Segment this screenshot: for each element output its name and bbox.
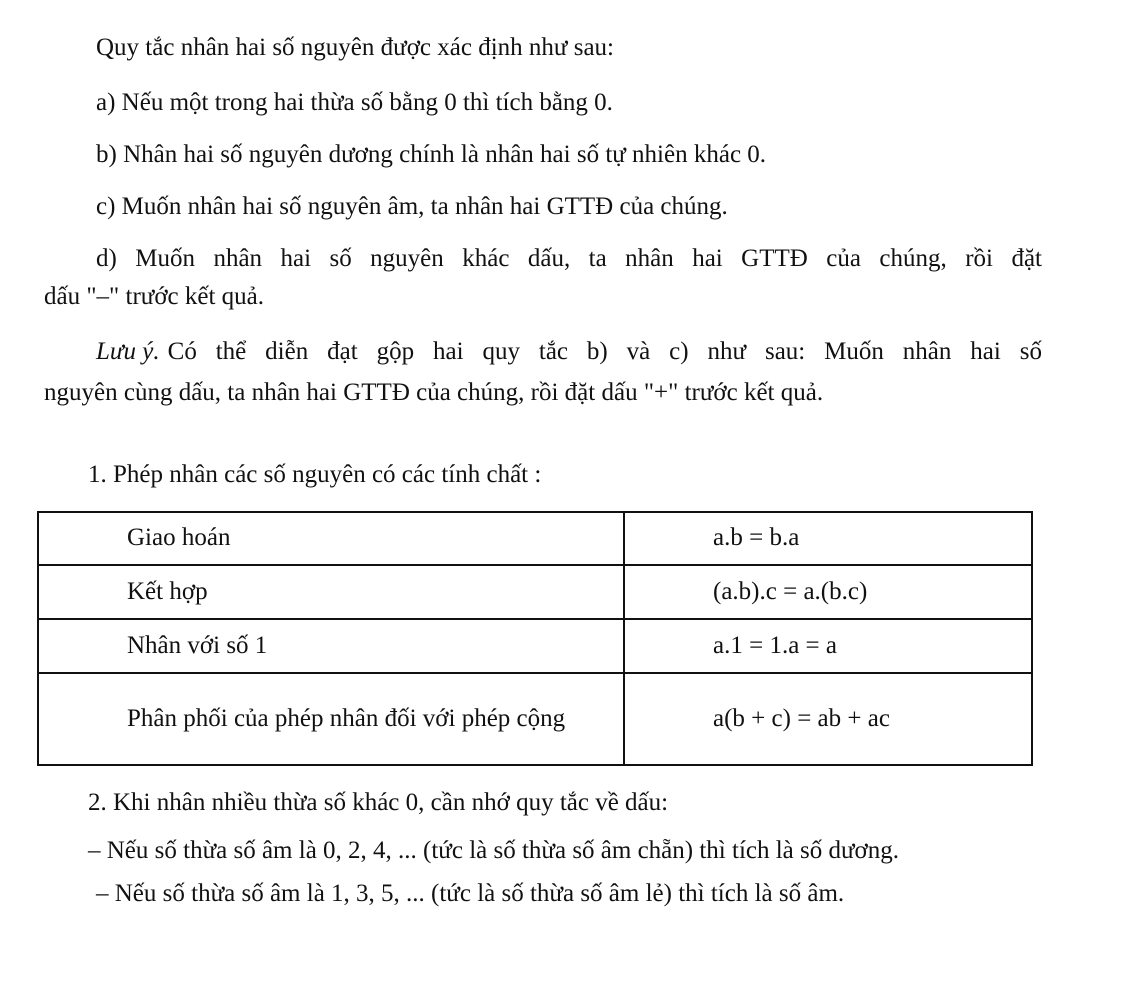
property-formula: a.1 = 1.a = a <box>624 619 1032 673</box>
property-name: Nhân với số 1 <box>38 619 624 673</box>
property-formula: a(b + c) = ab + ac <box>624 673 1032 765</box>
property-formula: a.b = b.a <box>624 512 1032 565</box>
properties-table <box>37 511 1033 766</box>
property-formula: (a.b).c = a.(b.c) <box>624 565 1032 619</box>
properties-heading: 1. Phép nhân các số nguyên có các tính chất : <box>88 461 542 488</box>
rule-d-line1: d) Muốn nhân hai số nguyên khác dấu, ta nhân hai GTTĐ của chúng, rồi đặt <box>96 245 1042 272</box>
table-row <box>38 512 1032 565</box>
sign-rule-odd: – Nếu số thừa số âm là 1, 3, 5, ... (tức là số thừa số âm lẻ) thì tích là số âm. <box>96 880 845 907</box>
property-name: Giao hoán <box>38 512 624 565</box>
note-line2: nguyên cùng dấu, ta nhân hai GTTĐ của chúng, rồi đặt dấu "+" trước kết quả. <box>44 379 824 406</box>
table-row <box>38 565 1032 619</box>
table-row <box>38 673 1032 765</box>
rule-a: a) Nếu một trong hai thừa số bằng 0 thì tích bằng 0. <box>96 89 613 116</box>
table-row <box>38 619 1032 673</box>
rule-c: c) Muốn nhân hai số nguyên âm, ta nhân hai GTTĐ của chúng. <box>96 193 728 220</box>
note-label: Lưu ý. <box>96 338 160 365</box>
note-line1 <box>96 339 1042 364</box>
sign-rule-heading: 2. Khi nhân nhiều thừa số khác 0, cần nhớ quy tắc về dấu: <box>88 789 669 816</box>
rule-intro: Quy tắc nhân hai số nguyên được xác định như sau: <box>96 34 614 61</box>
rule-d-line2: dấu "–" trước kết quả. <box>44 283 265 310</box>
note-text-line1: Có thể diễn đạt gộp hai quy tắc b) và c) như sau: Muốn nhân hai số <box>167 338 1042 365</box>
rule-b: b) Nhân hai số nguyên dương chính là nhân hai số tự nhiên khác 0. <box>96 141 767 168</box>
property-name: Kết hợp <box>38 565 624 619</box>
property-name: Phân phối của phép nhân đối với phép cộng <box>38 673 624 765</box>
sign-rule-even: – Nếu số thừa số âm là 0, 2, 4, ... (tức là số thừa số âm chẵn) thì tích là số dương. <box>88 837 900 864</box>
